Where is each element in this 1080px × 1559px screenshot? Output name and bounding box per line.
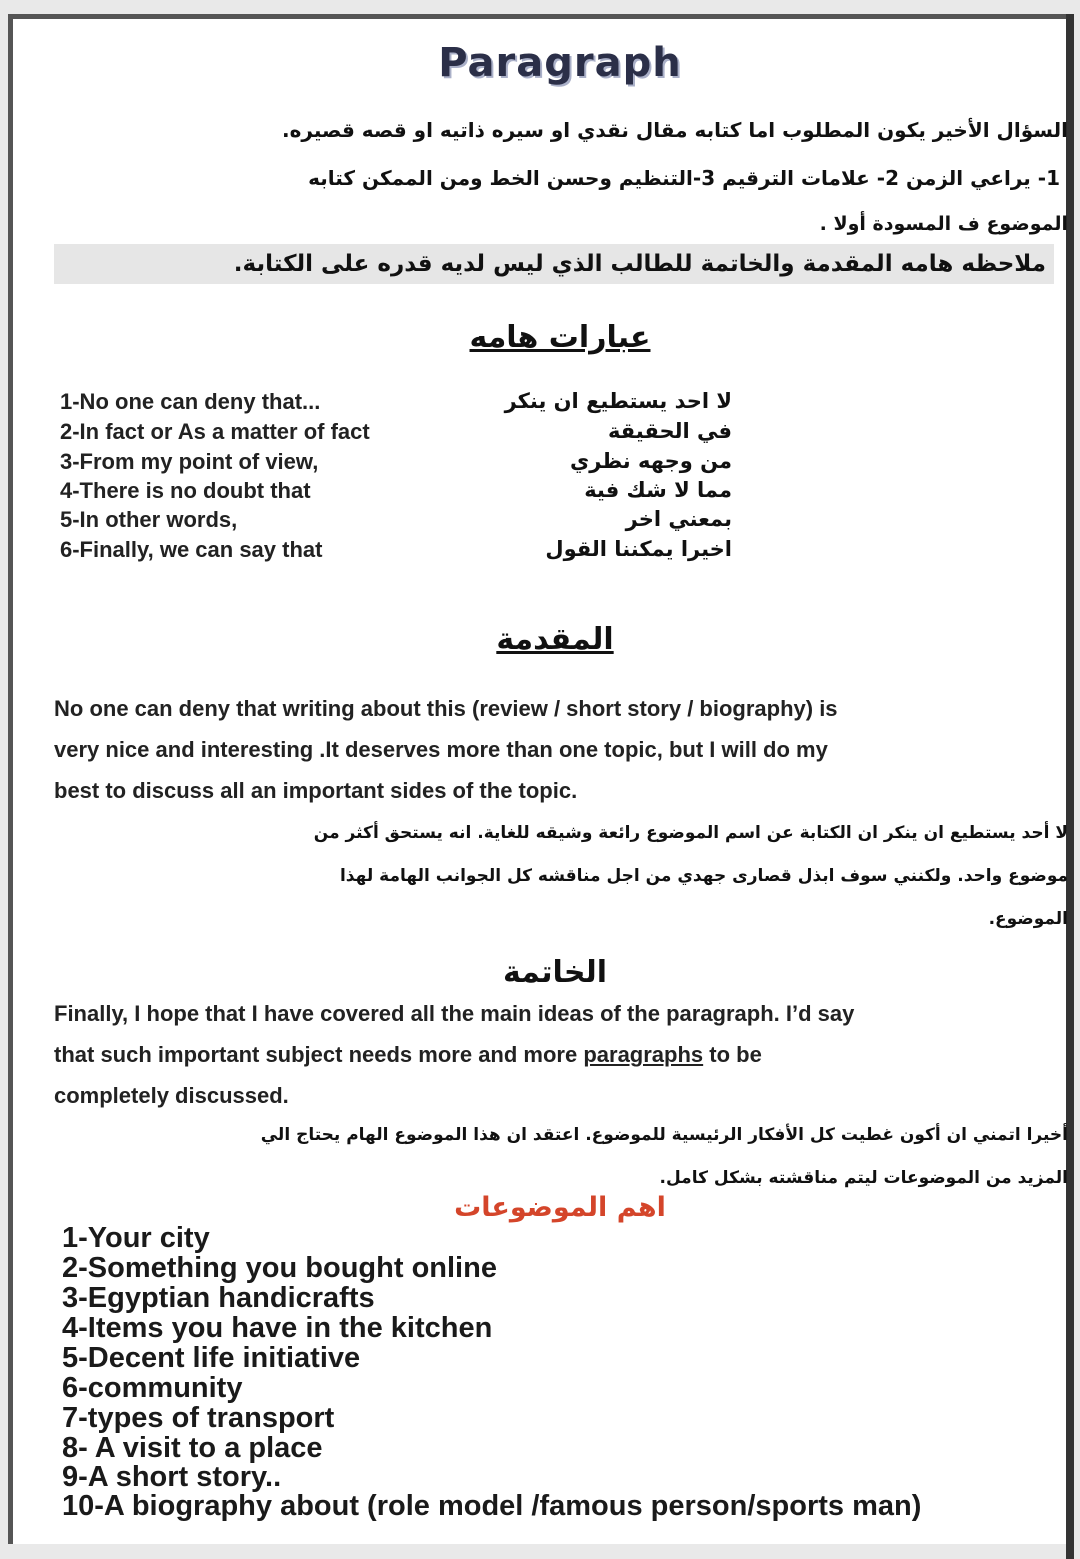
text-fragment: to be	[703, 1042, 762, 1067]
text-line: المزيد من الموضوعات ليتم مناقشته بشكل كامل.	[659, 1168, 1068, 1188]
important-note: ملاحظه هامه المقدمة والخاتمة للطالب الذي ليس لديه قدره على الكتابة.	[54, 244, 1054, 284]
conclusion-arabic	[58, 1114, 1068, 1200]
topic-item: 6-community	[62, 1372, 243, 1404]
phrase-ar: لا احد يستطيع ان ينكر	[504, 389, 732, 413]
topic-item: 5-Decent life initiative	[62, 1342, 361, 1374]
topic-item: 7-types of transport	[62, 1402, 335, 1434]
page-title: Paragraph	[438, 40, 682, 86]
intro-line-1: السؤال الأخير يكون المطلوب اما كتابه مقال نقدي او سيره ذاتيه او قصه قصيره.	[282, 118, 1068, 142]
topic-item: 8- A visit to a place	[62, 1432, 323, 1464]
phrase-en: 6-Finally, we can say that	[60, 537, 323, 562]
phrase-ar: مما لا شك فية	[584, 478, 732, 502]
text-line: لا أحد يستطيع ان ينكر ان الكتابة عن اسم الموضوع رائعة وشيقه للغاية. انه يستحق أكثر من	[313, 823, 1068, 843]
phrase-ar: في الحقيقة	[607, 419, 732, 443]
conclusion-english	[54, 993, 1054, 1116]
phrase-en: 2-In fact or As a matter of fact	[60, 419, 370, 444]
phrase-ar: اخيرا يمكننا القول	[545, 537, 732, 561]
topic-item: 1-Your city	[62, 1222, 210, 1254]
text-line: موضوع واحد. ولكنني سوف ابذل قصارى جهدي من اجل مناقشه كل الجوانب الهامة لهذا	[339, 866, 1068, 886]
topic-item: 4-Items you have in the kitchen	[62, 1312, 493, 1344]
text-fragment: that such important subject needs more and more	[54, 1042, 584, 1067]
introduction-english	[54, 688, 1054, 811]
text-line: best to discuss all an important sides of the topic.	[54, 778, 578, 803]
topic-item: 9-A short story..	[62, 1461, 282, 1493]
topic-item: 2-Something you bought online	[62, 1252, 497, 1284]
phrase-ar: من وجهه نظري	[570, 449, 732, 473]
underlined-word: paragraphs	[583, 1042, 704, 1067]
text-line: Finally, I hope that I have covered all the main ideas of the paragraph. I’d say	[54, 1001, 855, 1026]
intro-line-2: 1- يراعي الزمن 2- علامات الترقيم 3-التنظيم وحسن الخط ومن الممكن كتابه	[308, 166, 1060, 190]
phrase-en: 3-From my point of view,	[60, 449, 319, 474]
text-line	[54, 1034, 1054, 1075]
phrase-en: 5-In other words,	[60, 507, 238, 532]
text-line: No one can deny that writing about this (review / short story / biography) is	[54, 696, 838, 721]
introduction-heading: المقدمة	[496, 622, 614, 657]
phrase-ar: بمعني اخر	[625, 507, 732, 531]
topic-item: 3-Egyptian handicrafts	[62, 1282, 375, 1314]
text-line: أخيرا اتمني ان أكون غطيت كل الأفكار الرئيسية للموضوع. اعتقد ان هذا الموضوع الهام يحتاج الي	[260, 1125, 1068, 1145]
page-border	[1066, 14, 1074, 1559]
text-line: completely discussed.	[54, 1083, 289, 1108]
introduction-arabic	[58, 812, 1068, 941]
text-line: very nice and interesting .It deserves more than one topic, but I will do my	[54, 737, 828, 762]
phrase-en: 1-No one can deny that...	[60, 389, 321, 414]
phrases-heading: عبارات هامه	[469, 320, 651, 355]
text-line: الموضوع.	[988, 909, 1068, 929]
intro-line-3: الموضوع ف المسودة أولا .	[819, 213, 1068, 235]
phrase-en: 4-There is no doubt that	[60, 478, 311, 503]
topics-heading: اهم الموضوعات	[454, 1192, 666, 1223]
topic-item: 10-A biography about (role model /famous person/sports man)	[62, 1490, 922, 1522]
conclusion-heading: الخاتمة	[502, 955, 607, 990]
